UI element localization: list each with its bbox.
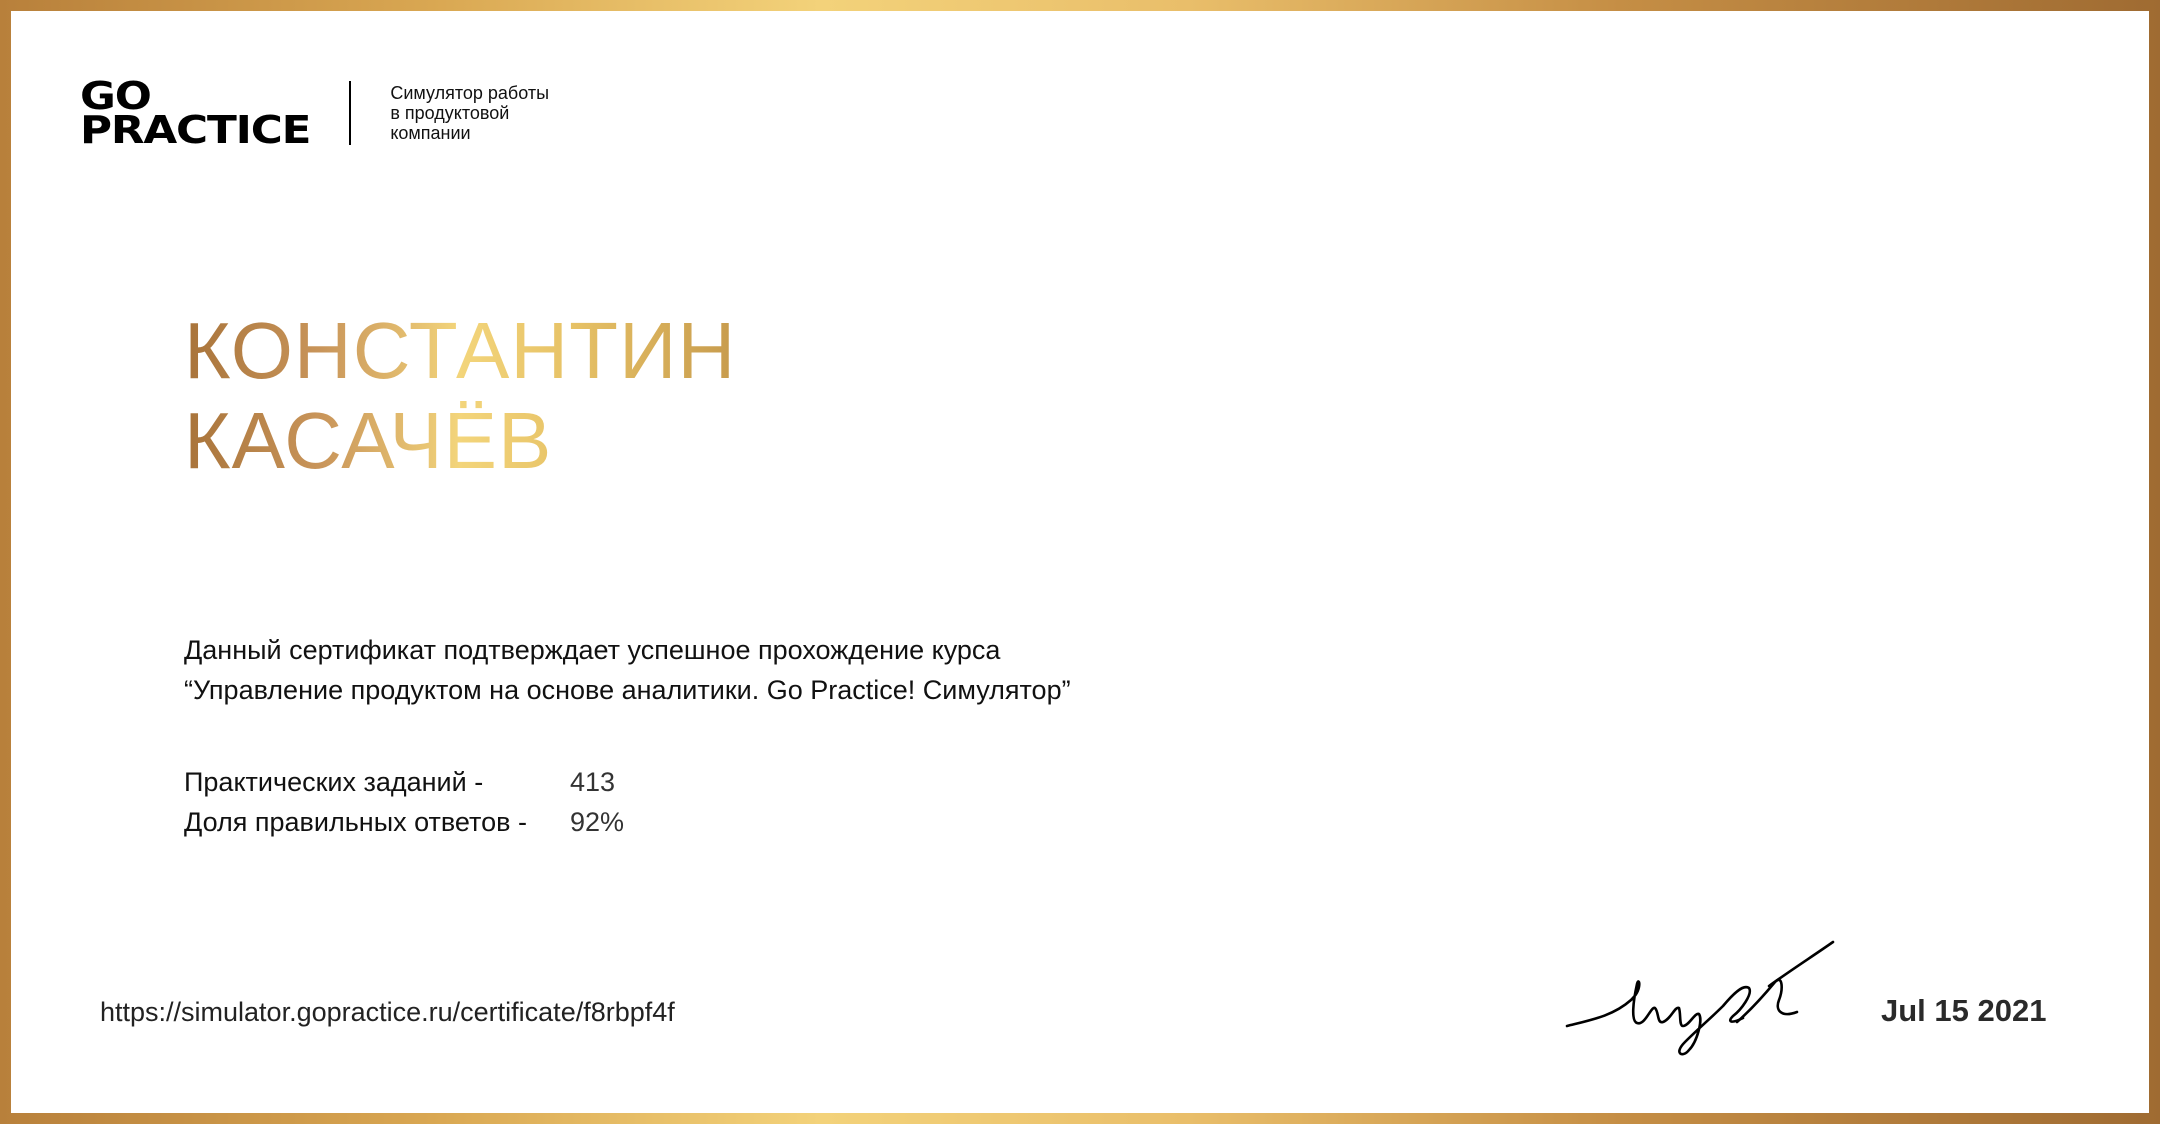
- recipient-name: [184, 306, 736, 486]
- signature-image: [1561, 926, 1851, 1066]
- course-stats: [184, 762, 624, 842]
- certificate-date: Jul 15 2021: [1881, 993, 2047, 1028]
- statement-line-1: Данный сертификат подтверждает успешное прохождение курса: [184, 635, 1001, 665]
- stat-row-tasks: [184, 762, 624, 802]
- recipient-first-name: КОНСТАНТИН: [184, 306, 737, 395]
- logo-line-2: PRACTICE: [80, 108, 311, 152]
- certificate-paper: [11, 11, 2149, 1113]
- tagline-line-3: компании: [390, 123, 471, 143]
- stat-row-accuracy: [184, 802, 624, 842]
- stat-value: 92%: [570, 807, 625, 837]
- gopractice-logo: [80, 74, 311, 152]
- brand-tagline: [390, 83, 580, 143]
- tagline-line-2: в продуктовой: [390, 103, 510, 123]
- recipient-last-name: КАСАЧЁВ: [184, 396, 553, 485]
- stat-value: 413: [570, 767, 616, 797]
- logo-line-1: GO: [80, 74, 151, 118]
- stat-label: Практических заданий -: [184, 767, 484, 797]
- tagline-line-1: Симулятор работы: [390, 83, 550, 103]
- statement-line-2: “Управление продуктом на основе аналитики. Go Practice! Симулятор”: [184, 675, 1071, 705]
- stat-label: Доля правильных ответов -: [184, 807, 527, 837]
- logo-divider: [349, 81, 351, 145]
- certificate-url[interactable]: https://simulator.gopractice.ru/certificate/f8rbpf4f: [100, 997, 675, 1027]
- brand-header: [80, 74, 580, 152]
- certificate-statement: [184, 630, 1071, 710]
